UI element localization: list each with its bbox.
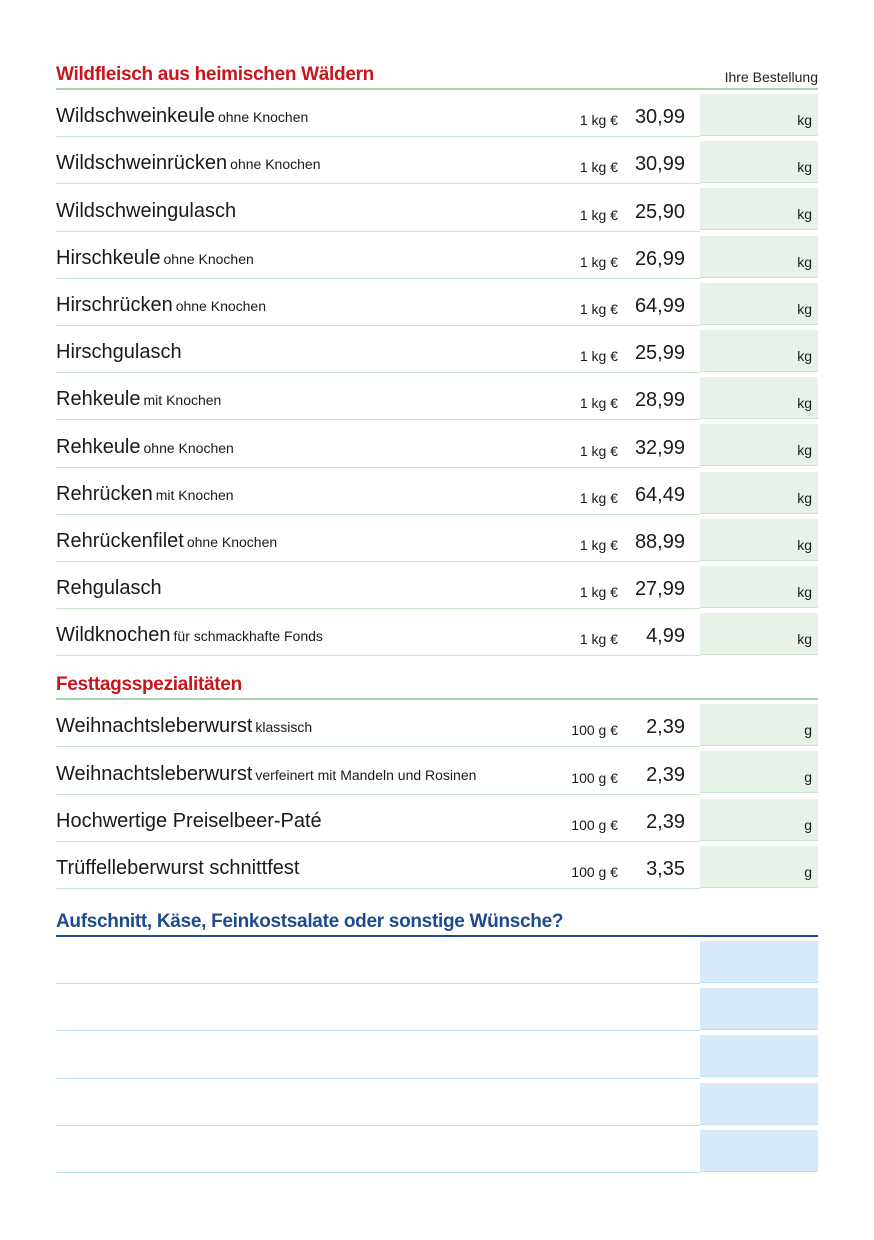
wish-text-line[interactable] xyxy=(56,1172,700,1173)
product-price: 32,99 xyxy=(634,436,685,459)
product-price: 88,99 xyxy=(634,530,685,553)
quantity-unit: kg xyxy=(797,536,812,553)
quantity-field[interactable] xyxy=(700,613,818,655)
quantity-field[interactable] xyxy=(700,283,818,325)
product-row xyxy=(56,137,818,184)
quantity-unit: kg xyxy=(797,583,812,600)
quantity-unit: g xyxy=(804,722,812,739)
quantity-field[interactable] xyxy=(700,94,818,136)
price-unit: 1 kg € xyxy=(579,348,618,365)
product-name-text: Hochwertige Preiselbeer-Paté xyxy=(56,809,322,832)
product-row xyxy=(56,562,818,609)
quantity-field[interactable] xyxy=(700,472,818,514)
wish-row xyxy=(56,1031,818,1078)
product-name xyxy=(56,105,308,128)
quantity-field[interactable] xyxy=(700,330,818,372)
price-unit: 1 kg € xyxy=(579,159,618,176)
product-name xyxy=(56,624,323,647)
product-row xyxy=(56,468,818,515)
price-unit: 1 kg € xyxy=(579,442,618,459)
quantity-field[interactable] xyxy=(700,188,818,230)
product-price: 26,99 xyxy=(634,247,685,270)
product-name-text: Wildschweinrücken xyxy=(56,152,228,175)
wish-quantity-field[interactable] xyxy=(700,1083,818,1125)
product-name xyxy=(56,436,234,459)
section-title: Festtagsspezialitäten xyxy=(56,674,242,696)
quantity-unit: kg xyxy=(797,253,812,270)
product-name-text: Trüffelleberwurst schnittfest xyxy=(56,857,300,879)
product-name xyxy=(56,483,234,506)
product-price: 25,99 xyxy=(634,342,685,365)
wishes-lines xyxy=(56,937,818,1173)
wish-row xyxy=(56,1079,818,1126)
price-unit: 1 kg € xyxy=(579,253,618,270)
quantity-field[interactable] xyxy=(700,377,818,419)
section-festtag-items xyxy=(56,700,818,889)
product-name-text: Weihnachtsleberwurst xyxy=(56,762,253,785)
product-price: 25,90 xyxy=(634,200,685,223)
wish-row xyxy=(56,984,818,1031)
section-header-wishes xyxy=(56,907,818,937)
price-unit: 1 kg € xyxy=(579,300,618,317)
product-row xyxy=(56,232,818,279)
product-name xyxy=(56,294,266,317)
product-note: ohne Knochen xyxy=(217,109,309,126)
product-name xyxy=(56,577,162,600)
quantity-unit: kg xyxy=(797,347,812,364)
product-name xyxy=(56,388,221,411)
product-row xyxy=(56,373,818,420)
section-title: Wildfleisch aus heimischen Wäldern xyxy=(56,64,374,85)
product-name xyxy=(56,247,254,270)
product-row xyxy=(56,700,818,747)
quantity-unit: kg xyxy=(797,112,812,128)
price-unit: 1 kg € xyxy=(579,112,618,129)
product-name xyxy=(56,763,476,786)
product-name-text: Rehgulasch xyxy=(56,577,162,600)
quantity-unit: g xyxy=(804,816,812,833)
quantity-unit: kg xyxy=(797,159,812,176)
quantity-field[interactable] xyxy=(700,566,818,608)
product-name xyxy=(56,530,277,553)
product-row xyxy=(56,184,818,231)
price-unit: 1 kg € xyxy=(579,489,618,506)
quantity-unit: kg xyxy=(797,395,812,412)
quantity-unit: kg xyxy=(797,442,812,459)
wish-row xyxy=(56,937,818,984)
quantity-unit: kg xyxy=(797,206,812,223)
product-row xyxy=(56,842,818,889)
product-name-text: Hirschgulasch xyxy=(56,341,182,364)
product-note: mit Knochen xyxy=(143,392,222,409)
product-name-text: Hirschkeule xyxy=(56,246,161,269)
product-price: 3,35 xyxy=(646,858,685,880)
price-unit: 100 g € xyxy=(571,816,618,833)
product-name xyxy=(56,715,312,738)
wish-quantity-field[interactable] xyxy=(700,1130,818,1172)
wish-quantity-field[interactable] xyxy=(700,988,818,1030)
section-header-festtag xyxy=(56,670,818,700)
product-name xyxy=(56,857,299,880)
product-name-text: Rehrücken xyxy=(56,482,153,505)
product-note: ohne Knochen xyxy=(186,533,278,550)
quantity-unit: kg xyxy=(797,631,812,648)
quantity-field[interactable] xyxy=(700,751,818,793)
product-note: ohne Knochen xyxy=(175,297,267,314)
product-row xyxy=(56,609,818,656)
product-note: ohne Knochen xyxy=(163,250,254,267)
product-name-text: Rehkeule xyxy=(56,435,141,458)
quantity-field[interactable] xyxy=(700,799,818,841)
product-name-text: Weihnachtsleberwurst xyxy=(56,715,253,738)
product-name-text: Rehkeule xyxy=(56,388,141,411)
section-title: Aufschnitt, Käse, Feinkostsalate oder sonstige Wünsche? xyxy=(56,911,564,932)
product-price: 64,99 xyxy=(634,294,685,317)
quantity-unit: g xyxy=(804,769,812,786)
quantity-field[interactable] xyxy=(700,704,818,746)
wish-quantity-field[interactable] xyxy=(700,941,818,983)
product-row xyxy=(56,747,818,794)
price-unit: 1 kg € xyxy=(579,584,618,601)
product-price: 2,39 xyxy=(646,763,685,786)
quantity-unit: g xyxy=(804,863,812,880)
product-price: 28,99 xyxy=(634,389,685,412)
price-unit: 100 g € xyxy=(571,769,618,786)
quantity-unit: kg xyxy=(797,489,812,506)
product-price: 2,39 xyxy=(646,716,685,739)
price-unit: 100 g € xyxy=(571,722,618,739)
order-column-label: Ihre Bestellung xyxy=(724,69,818,85)
price-unit: 1 kg € xyxy=(579,395,618,412)
quantity-unit: kg xyxy=(797,300,812,317)
product-price: 64,49 xyxy=(634,483,685,506)
price-unit: 100 g € xyxy=(571,864,618,880)
product-name-text: Hirschrücken xyxy=(56,293,173,316)
product-name-text: Wildknochen xyxy=(56,624,171,647)
product-name-text: Wildschweingulasch xyxy=(56,199,237,222)
product-row xyxy=(56,90,818,137)
quantity-field[interactable] xyxy=(700,141,818,183)
product-note: für schmackhafte Fonds xyxy=(173,628,323,645)
product-row xyxy=(56,279,818,326)
product-name-text: Rehrückenfilet xyxy=(56,529,184,552)
product-note: klassisch xyxy=(255,719,313,736)
wish-quantity-field[interactable] xyxy=(700,1035,818,1077)
quantity-field[interactable] xyxy=(700,236,818,278)
product-note: mit Knochen xyxy=(155,486,234,503)
product-price: 2,39 xyxy=(646,810,685,833)
product-name xyxy=(56,200,236,223)
product-price: 30,99 xyxy=(634,106,685,129)
quantity-field[interactable] xyxy=(700,424,818,466)
price-unit: 1 kg € xyxy=(579,631,618,648)
product-row xyxy=(56,515,818,562)
product-price: 27,99 xyxy=(634,578,685,601)
price-unit: 1 kg € xyxy=(579,206,618,223)
section-header-wildfleisch xyxy=(56,60,818,90)
wish-row xyxy=(56,1126,818,1173)
product-name-text: Wildschweinkeule xyxy=(56,105,215,128)
order-form xyxy=(56,60,818,1173)
product-note: ohne Knochen xyxy=(143,439,234,456)
quantity-field[interactable] xyxy=(700,519,818,561)
product-row xyxy=(56,420,818,467)
product-row xyxy=(56,326,818,373)
product-note: ohne Knochen xyxy=(230,156,321,173)
product-price: 4,99 xyxy=(646,625,685,648)
section-wildfleisch-items xyxy=(56,90,818,656)
price-unit: 1 kg € xyxy=(579,536,618,553)
row-divider xyxy=(56,888,700,889)
product-note: verfeinert mit Mandeln und Rosinen xyxy=(255,766,477,783)
product-price: 30,99 xyxy=(634,153,685,176)
product-name xyxy=(56,341,182,364)
row-divider xyxy=(56,655,700,656)
product-row xyxy=(56,795,818,842)
product-name xyxy=(56,152,320,175)
product-name xyxy=(56,810,322,833)
quantity-field[interactable] xyxy=(700,846,818,888)
